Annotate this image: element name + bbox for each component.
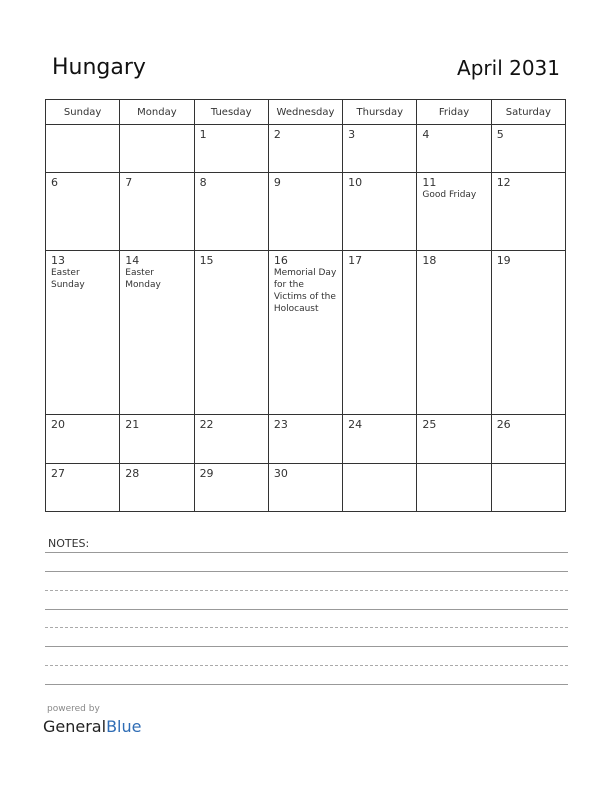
note-line xyxy=(45,571,568,572)
day-number: 12 xyxy=(496,176,511,190)
day-cell[interactable] xyxy=(194,415,268,463)
country-title: Hungary xyxy=(52,55,146,80)
day-number: 28 xyxy=(125,466,140,480)
weekday-header: Friday xyxy=(417,100,491,125)
day-number: 24 xyxy=(348,418,363,432)
day-number: 9 xyxy=(273,176,281,190)
day-number: 6 xyxy=(51,176,58,190)
weekday-header: Monday xyxy=(120,100,194,125)
day-cell[interactable] xyxy=(46,415,120,463)
day-number: 25 xyxy=(422,418,437,432)
weekday-header-row xyxy=(46,100,566,125)
day-cell[interactable] xyxy=(46,250,120,414)
day-number: 4 xyxy=(422,128,430,141)
day-cell[interactable] xyxy=(268,463,342,511)
brand-blue: Blue xyxy=(106,717,142,736)
week-row xyxy=(46,463,566,511)
day-number: 14 xyxy=(125,253,140,267)
day-number: 15 xyxy=(199,253,214,267)
day-cell[interactable] xyxy=(417,173,491,250)
day-cell[interactable] xyxy=(491,250,565,414)
week-row xyxy=(46,173,566,250)
day-cell[interactable] xyxy=(120,173,194,250)
month-title: April 2031 xyxy=(457,56,560,80)
weekday-header: Tuesday xyxy=(194,100,268,125)
holiday-label: Easter Monday xyxy=(125,267,161,290)
day-cell[interactable] xyxy=(194,250,268,414)
day-cell[interactable] xyxy=(343,250,417,414)
day-number: 11 xyxy=(422,176,437,190)
day-cell[interactable] xyxy=(491,415,565,463)
day-number: 18 xyxy=(422,253,437,267)
day-cell[interactable] xyxy=(491,173,565,250)
day-number: 21 xyxy=(125,418,140,432)
day-number: 23 xyxy=(273,418,288,432)
day-cell[interactable] xyxy=(343,463,417,511)
holiday-label: Memorial Day for the Victims of the Holocaust xyxy=(273,267,337,314)
day-cell[interactable] xyxy=(46,463,120,511)
day-cell[interactable] xyxy=(194,125,268,173)
holiday-label: Easter Sunday xyxy=(51,267,85,290)
day-cell[interactable] xyxy=(491,463,565,511)
day-number: 30 xyxy=(273,466,288,480)
weekday-header: Sunday xyxy=(46,100,120,125)
week-row xyxy=(46,250,566,414)
day-cell[interactable] xyxy=(194,463,268,511)
calendar-grid xyxy=(45,99,566,512)
day-number: 5 xyxy=(496,128,504,141)
day-cell[interactable] xyxy=(268,125,342,173)
note-line xyxy=(45,684,568,685)
weekday-header: Saturday xyxy=(491,100,565,125)
day-number: 10 xyxy=(348,176,363,190)
day-cell[interactable] xyxy=(120,415,194,463)
brand-general: General xyxy=(43,717,107,736)
note-line xyxy=(45,665,568,666)
day-cell[interactable] xyxy=(268,250,342,414)
day-number: 26 xyxy=(496,418,511,432)
week-row xyxy=(46,125,566,173)
day-number: 16 xyxy=(273,253,288,267)
day-cell[interactable] xyxy=(194,173,268,250)
notes-label: NOTES: xyxy=(48,537,90,550)
day-cell[interactable] xyxy=(46,173,120,250)
day-cell[interactable] xyxy=(417,250,491,414)
weekday-header: Wednesday xyxy=(268,100,342,125)
day-cell[interactable] xyxy=(120,463,194,511)
generalblue-logo[interactable] xyxy=(43,717,141,736)
holiday-label: Good Friday xyxy=(422,190,477,201)
weekday-header: Thursday xyxy=(343,100,417,125)
calendar-body xyxy=(46,125,566,512)
day-cell[interactable] xyxy=(120,250,194,414)
day-cell[interactable] xyxy=(491,125,565,173)
week-row xyxy=(46,415,566,463)
day-cell[interactable] xyxy=(120,125,194,173)
note-line xyxy=(45,552,568,553)
note-line xyxy=(45,609,568,610)
day-cell[interactable] xyxy=(268,173,342,250)
day-cell[interactable] xyxy=(46,125,120,173)
note-line xyxy=(45,590,568,591)
day-number: 20 xyxy=(51,418,65,432)
day-cell[interactable] xyxy=(343,415,417,463)
day-cell[interactable] xyxy=(343,125,417,173)
day-number: 2 xyxy=(273,128,281,141)
day-number: 27 xyxy=(51,466,65,480)
day-number: 8 xyxy=(199,176,207,190)
day-number: 29 xyxy=(199,466,214,480)
powered-by-text: powered by xyxy=(47,704,100,714)
day-number: 3 xyxy=(348,128,356,141)
day-number: 13 xyxy=(51,253,65,267)
day-number: 1 xyxy=(199,128,207,141)
day-cell[interactable] xyxy=(417,125,491,173)
day-number: 22 xyxy=(199,418,214,432)
day-number: 7 xyxy=(125,176,133,190)
day-number: 17 xyxy=(348,253,363,267)
note-line xyxy=(45,627,568,628)
day-cell[interactable] xyxy=(268,415,342,463)
day-cell[interactable] xyxy=(417,415,491,463)
day-cell[interactable] xyxy=(343,173,417,250)
day-cell[interactable] xyxy=(417,463,491,511)
note-line xyxy=(45,646,568,647)
day-number: 19 xyxy=(496,253,511,267)
